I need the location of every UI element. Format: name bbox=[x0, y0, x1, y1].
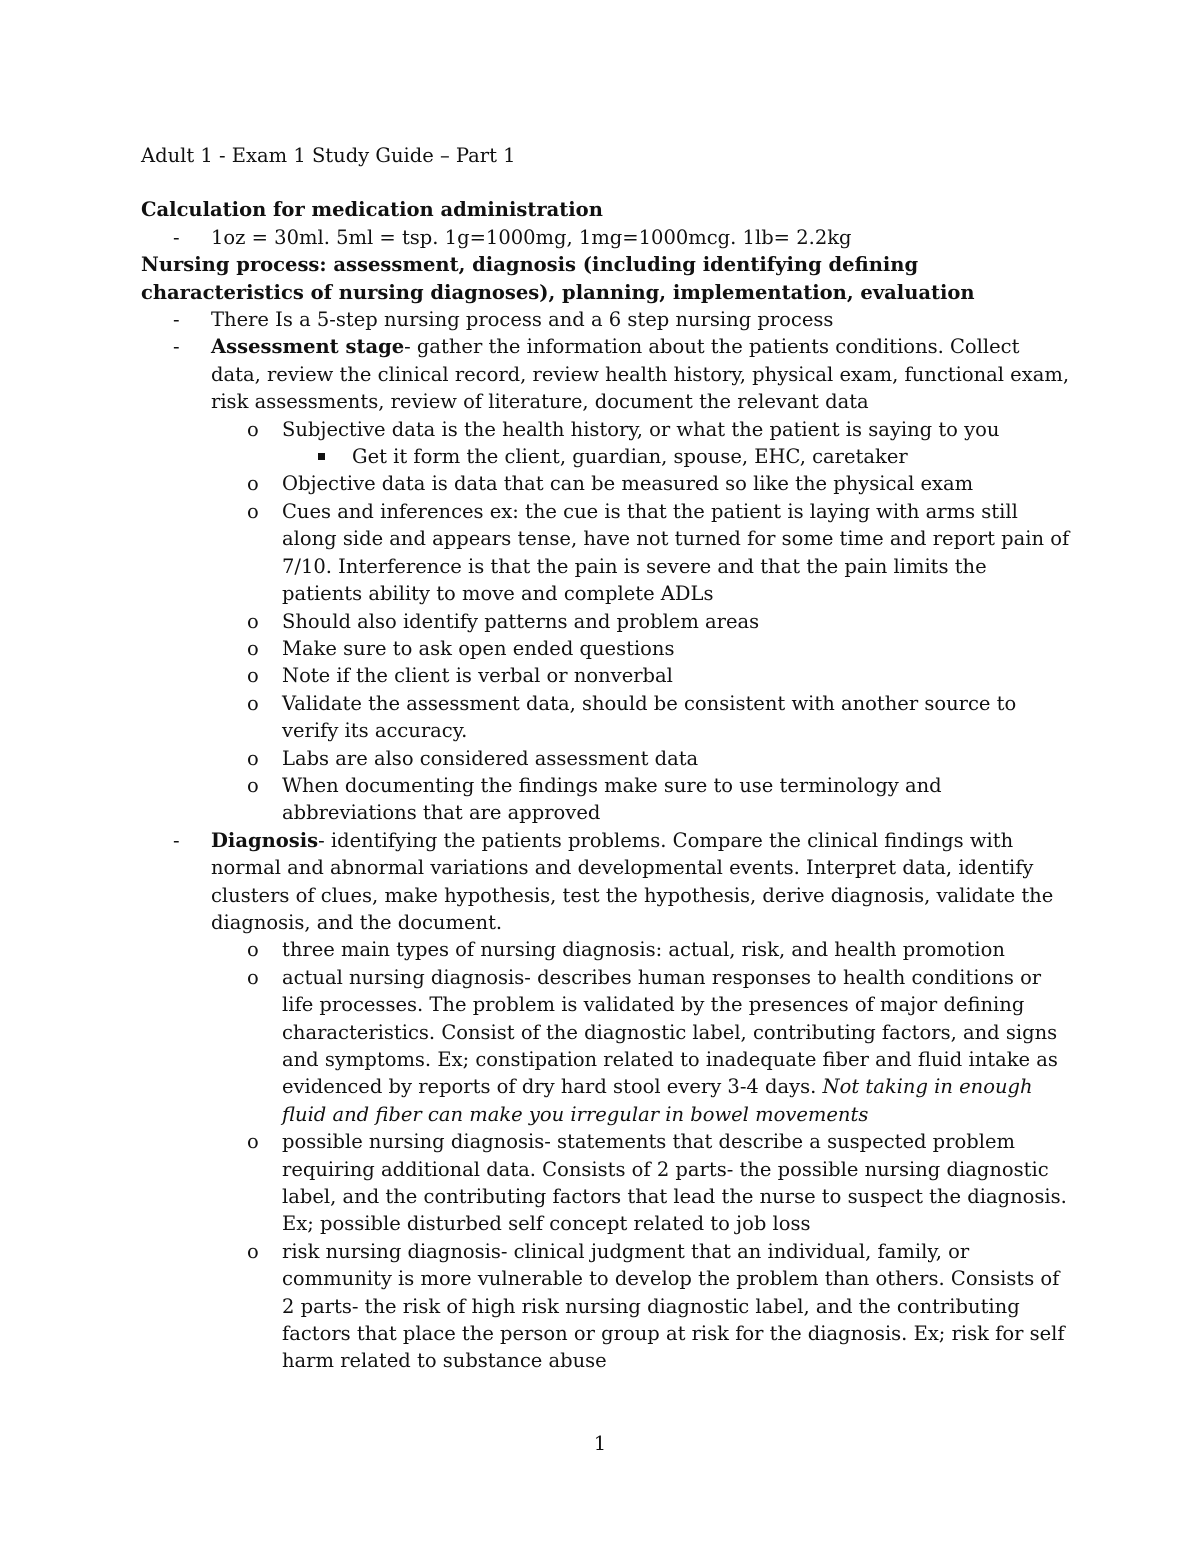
sub-list-item bbox=[141, 964, 1071, 1128]
sub-list-item-italic-note: Not taking in enough fluid and fiber can make you irregular in bowel movements bbox=[282, 1075, 1033, 1126]
dash-bullet: - bbox=[173, 828, 180, 852]
sub-list-item bbox=[141, 936, 1071, 963]
section-heading-nursing-process: Nursing process: assessment, diagnosis (including identifying defining characteristics of nursing diagnoses), planning, implementation, evaluation bbox=[141, 253, 975, 304]
diagnosis-text: - identifying the patients problems. Compare the clinical findings with normal and abnormal variations and developmental events. Interpret data, identify clusters of clues, make hypothesis, test the hypothesis, derive diagnosis, validate the diagnosis, and the document. bbox=[211, 828, 1054, 934]
list-item-diagnosis bbox=[141, 827, 1071, 937]
list-item bbox=[141, 224, 1071, 251]
circle-bullet: o bbox=[247, 773, 259, 797]
sub-list-item-text: Validate the assessment data, should be consistent with another source to verify its accuracy. bbox=[282, 691, 1017, 743]
circle-bullet: o bbox=[247, 664, 259, 688]
dash-bullet: - bbox=[173, 335, 180, 359]
sub-list-item bbox=[141, 498, 1071, 608]
page-number: 1 bbox=[593, 1432, 607, 1455]
sub-list-item bbox=[141, 416, 1071, 443]
circle-bullet: o bbox=[247, 938, 259, 962]
circle-bullet: o bbox=[247, 636, 259, 660]
circle-bullet: o bbox=[247, 965, 259, 989]
sub-list-item-text: Make sure to ask open ended questions bbox=[282, 636, 675, 660]
circle-bullet: o bbox=[247, 746, 259, 770]
sub-sub-list-item bbox=[141, 443, 1071, 470]
assessment-lead: Assessment stage bbox=[211, 335, 405, 359]
sub-list-item-text: possible nursing diagnosis- statements that describe a suspected problem requiring additional data. Consists of 2 parts- the possible nursing diagnostic label, and the contributing factors that lead the nurse to suspect the diagnosis. Ex; possible disturbed self concept related to job loss bbox=[282, 1130, 1067, 1236]
list-item-text: 1oz = 30ml. 5ml = tsp. 1g=1000mg, 1mg=1000mcg. 1lb= 2.2kg bbox=[211, 225, 852, 249]
sub-list-item bbox=[141, 608, 1071, 635]
sub-list-item-text: Cues and inferences ex: the cue is that the patient is laying with arms still along side and appears tense, have not turned for some time and report pain of 7/10. Interference is that the pain is severe and that the pain limits the patients ability to move and complete ADLs bbox=[282, 499, 1070, 606]
sub-sub-list-item-text: Get it form the client, guardian, spouse, EHC, caretaker bbox=[352, 445, 908, 469]
sub-list-item bbox=[141, 470, 1071, 497]
circle-bullet: o bbox=[247, 1239, 259, 1263]
circle-bullet: o bbox=[247, 1130, 259, 1154]
sub-list-item bbox=[141, 662, 1071, 689]
circle-bullet: o bbox=[247, 472, 259, 496]
sub-list-item bbox=[141, 635, 1071, 662]
sub-list-item bbox=[141, 1238, 1071, 1375]
sub-list-item-text: risk nursing diagnosis- clinical judgment that an individual, family, or community is more vulnerable to develop the problem than others. Consists of 2 parts- the risk of high risk nursing diagnostic label, and the contributing factors that place the person or group at risk for the diagnosis. Ex; risk for self harm related to substance abuse bbox=[282, 1239, 1065, 1373]
diagnosis-lead: Diagnosis bbox=[211, 828, 319, 852]
section-heading-calculation: Calculation for medication administration bbox=[141, 198, 603, 222]
sub-list-item-text: Should also identify patterns and problem areas bbox=[282, 609, 760, 633]
document-title: Adult 1 - Exam 1 Study Guide – Part 1 bbox=[141, 144, 516, 167]
sub-list-item-text: Note if the client is verbal or nonverbal bbox=[282, 664, 673, 688]
sub-list-item-text: Labs are also considered assessment data bbox=[282, 746, 699, 770]
dash-bullet: - bbox=[173, 308, 180, 332]
circle-bullet: o bbox=[247, 499, 259, 523]
sub-list-item bbox=[141, 745, 1071, 772]
list-item-assessment bbox=[141, 333, 1071, 415]
sub-list-item bbox=[141, 1128, 1071, 1238]
circle-bullet: o bbox=[247, 417, 259, 441]
sub-list-item-text: When documenting the findings make sure to use terminology and abbreviations that are approved bbox=[282, 773, 942, 825]
list-item bbox=[141, 306, 1071, 333]
sub-list-item-text: Objective data is data that can be measured so like the physical exam bbox=[282, 472, 974, 496]
sub-list-item-text: actual nursing diagnosis- describes human responses to health conditions or life processes. The problem is validated by the presences of major defining characteristics. Consist of the diagnostic label, contributing factors, and signs and symptoms. Ex; constipation related to inadequate fiber and fluid intake as evidenced by reports of dry hard stool every 3-4 days. bbox=[282, 965, 1058, 1099]
assessment-text: - gather the information about the patients conditions. Collect data, review the clinical record, review health history, physical exam, functional exam, risk assessments, review of literature, document the relevant data bbox=[211, 335, 1070, 414]
document-page bbox=[141, 142, 1071, 1375]
dash-bullet: - bbox=[173, 225, 180, 249]
list-item-text: There Is a 5-step nursing process and a 6 step nursing process bbox=[211, 308, 834, 332]
sub-list-item-text: three main types of nursing diagnosis: actual, risk, and health promotion bbox=[282, 938, 1005, 962]
circle-bullet: o bbox=[247, 609, 259, 633]
sub-list-item-text: Subjective data is the health history, or what the patient is saying to you bbox=[282, 417, 1000, 441]
circle-bullet: o bbox=[247, 691, 259, 715]
sub-list-item bbox=[141, 690, 1071, 745]
square-bullet bbox=[318, 453, 325, 460]
sub-list-item bbox=[141, 772, 1071, 827]
